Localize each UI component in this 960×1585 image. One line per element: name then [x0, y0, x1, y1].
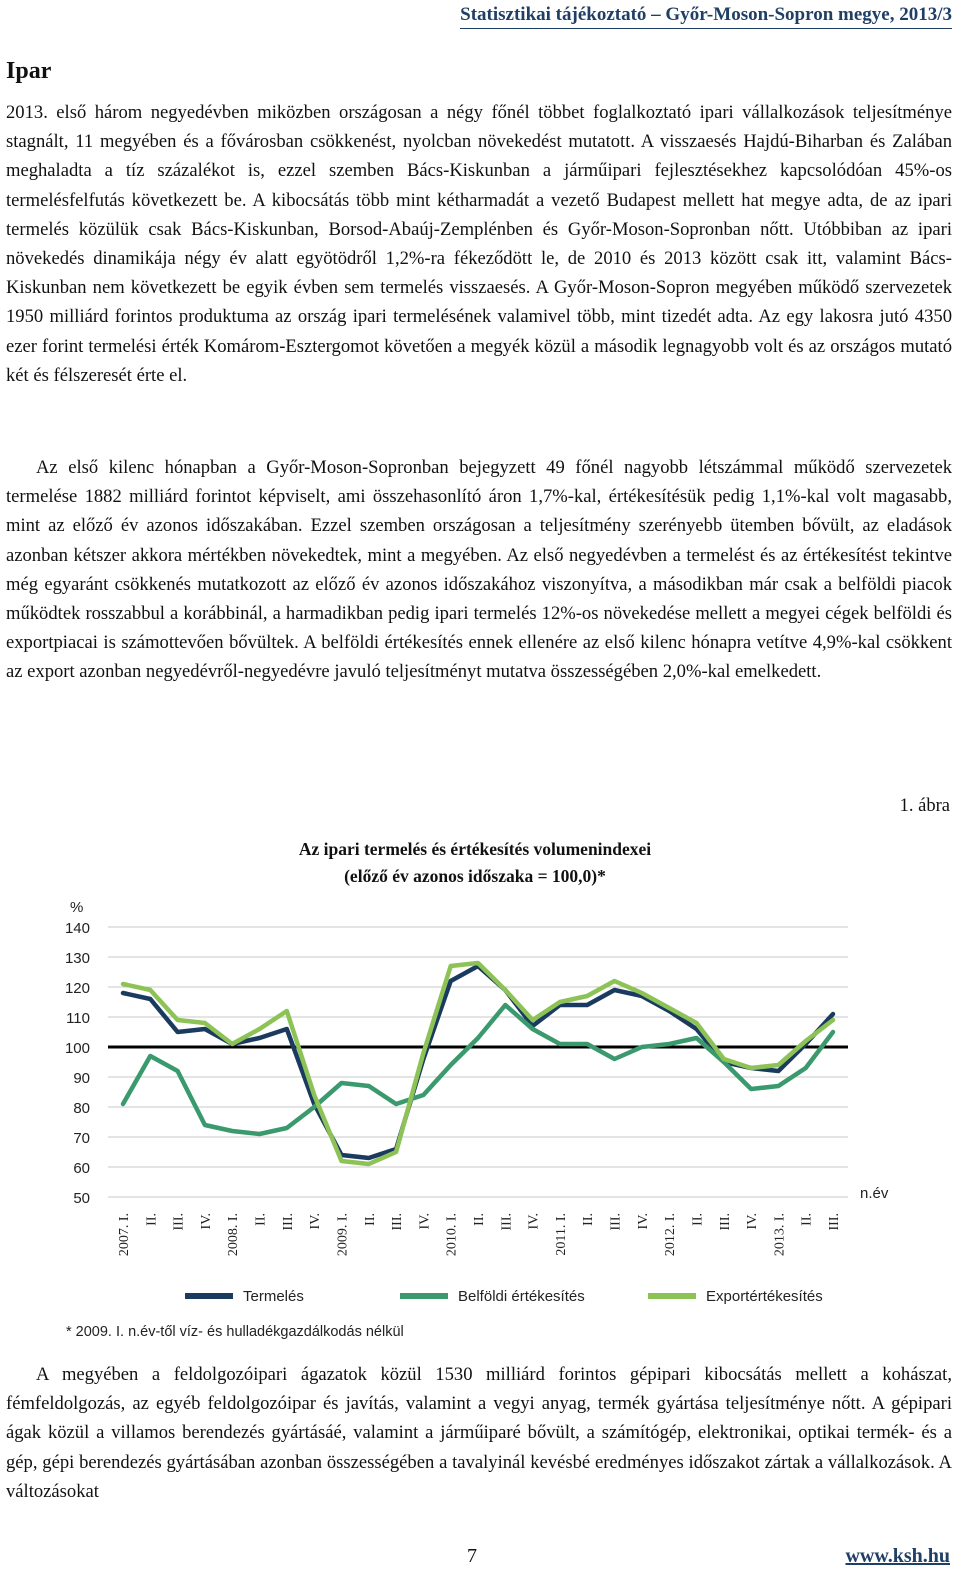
x-tick-label: IV.	[526, 1213, 542, 1230]
site-link[interactable]: www.ksh.hu	[845, 1545, 950, 1567]
x-tick-label: III.	[499, 1213, 515, 1231]
chart-footnote: * 2009. I. n.év-től víz- és hulladékgazdálkodás nélkül	[66, 1324, 404, 1340]
figure-label: 1. ábra	[899, 796, 950, 816]
series-line-2	[123, 963, 833, 1164]
x-tick-label: 2010. I.	[444, 1213, 460, 1257]
x-tick-label: III.	[171, 1213, 187, 1231]
y-axis-label: %	[70, 899, 84, 916]
y-tick-label: 110	[66, 1010, 90, 1027]
y-tick-label: 50	[73, 1190, 90, 1207]
x-tick-label: 2009. I.	[335, 1213, 351, 1257]
x-tick-label: 2011. I.	[553, 1213, 569, 1256]
x-tick-label: III.	[827, 1213, 842, 1231]
section-title: Ipar	[6, 58, 52, 84]
legend-label-1: Belföldi értékesítés	[458, 1288, 585, 1305]
x-tick-label: III.	[608, 1213, 624, 1231]
x-tick-label: IV.	[417, 1213, 433, 1230]
running-header: Statisztikai tájékoztató – Győr-Moson-Sopron megye, 2013/3	[460, 4, 952, 29]
x-tick-label: II.	[581, 1213, 597, 1226]
chart-title-line1: Az ipari termelés és értékesítés volumenindexei	[298, 839, 652, 859]
x-tick-label: 2013. I.	[772, 1213, 788, 1257]
x-tick-label: 2012. I.	[663, 1213, 679, 1257]
x-tick-label: IV.	[635, 1213, 651, 1230]
paragraph-2: Az első kilenc hónapban a Győr-Moson-Sopronban bejegyzett 49 főnél nagyobb létszámmal működő szervezetek termelése 1882 milliárd forintot képviselt, ami összehasonlító áron 1,7%-kal, értékesítésük pedig 1,1%-kal volt magasabb, mint az előző év azonos időszakában. Ezzel szemben országosan a teljesítmény szerényebb ütemben bővült, az eladások azonban kétszer akkora mértékben növekedtek, mint a megyében. Az első negyedévben a termelést és az értékesítést tekintve még egyaránt csökkenés mutatkozott az előző év azonos időszakához viszonyítva, a másodikban már csak a belföldi piacok működtek rosszabbul a korábbinál, a harmadikban pedig ipari termelés 12%-os növekedése mellett a megyei cégek belföldi és exportpiacai is számottevően bővültek. A belföldi értékesítés ennek ellenére az első kilenc hónapra vetítve 4,9%-kal csökkent az export azonban negyedévről-negyedévre javuló teljesítményt mutatva összességében 2,0%-kal emelkedett.	[6, 457, 952, 683]
x-tick-label: 2008. I.	[226, 1213, 242, 1257]
x-tick-label: II.	[690, 1213, 706, 1226]
y-tick-label: 90	[73, 1070, 90, 1087]
x-tick-label: 2007. I.	[117, 1213, 132, 1257]
series-line-1	[123, 1005, 833, 1134]
y-tick-label: 60	[73, 1160, 90, 1177]
x-tick-label: III.	[280, 1213, 296, 1231]
page-number: 7	[467, 1545, 477, 1567]
chart-title	[190, 836, 760, 890]
paragraph-1: 2013. első három negyedévben miközben országosan a négy főnél többet foglalkoztató ipari vállalkozások teljesítménye stagnált, 11 megyében és a fővárosban csökkenést, nyolcban növekedést mutatott. A visszaesés Hajdú-Biharban és Zalában meghaladta a tíz százalékot is, ezzel szemben Bács-Kiskunban a járműipari fejlesztésekhez kapcsolódóan 45%-os termelésfelfutás következett be. A kibocsátás több mint kétharmadát a vezető Budapest mellett hat megye adta, de az ipari termelés közülük csak Bács-Kiskunban, Borsod-Abaúj-Zemplénben és Győr-Moson-Sopronban nőtt. Utóbbiban az ipari növekedés dinamikája négy év alatt egyötödről 1,2%-ra fékeződött le, de 2010 és 2013 között csak itt, valamint Bács-Kiskunban nem következett be egyik évben sem termelés visszaesés. A Győr-Moson-Sopron megyében működő szervezetek 1950 milliárd forintos produktuma az ország ipari termelésének valamivel több, mint tizedét adta. Az egy lakosra jutó 4350 ezer forint termelési érték Komárom-Esztergomot követően a megyék közül a második legnagyobb volt és az országos mutató két és félszeresét érte el.	[6, 102, 952, 386]
x-tick-label: II.	[144, 1213, 160, 1226]
x-tick-label: III.	[717, 1213, 733, 1231]
x-tick-label: IV.	[308, 1213, 324, 1230]
series-line-0	[123, 966, 833, 1158]
legend-label-2: Exportértékesítés	[706, 1288, 823, 1305]
x-tick-label: II.	[472, 1213, 487, 1226]
y-tick-label: 80	[73, 1100, 90, 1117]
x-tick-label: IV.	[198, 1213, 214, 1230]
legend-label-0: Termelés	[243, 1288, 304, 1305]
x-tick-label: II.	[799, 1213, 815, 1226]
y-tick-label: 130	[64, 950, 90, 967]
chart-title-line2: (előző év azonos időszaka = 100,0)*	[344, 866, 606, 886]
x-tick-label: III.	[390, 1213, 406, 1231]
y-tick-label: 100	[64, 1040, 90, 1057]
paragraph-3: A megyében a feldolgozóipari ágazatok közül 1530 milliárd forintos gépipari kibocsátás mellett a kohászat, fémfeldolgozás, az egyéb feldolgozóipar és javítás, valamint a vegyi anyag, termék gyártása teljesítménye nőtt. A gépipari ágak közül a villamos berendezés gyártásáé, valamint a járműiparé bővült, a számítógép, elektronikai, optikai termék- és a gép, gépi berendezés gyártásában azonban összességében a tavalyinál kevésbé eredményes időszakot zártak a vállalkozások. A változásokat	[6, 1364, 952, 1502]
y-tick-label: 70	[73, 1130, 90, 1147]
x-tick-label: IV.	[745, 1213, 761, 1230]
x-tick-label: II.	[362, 1213, 378, 1226]
y-tick-label: 140	[64, 920, 90, 937]
x-tick-label: II.	[253, 1213, 269, 1226]
x-axis-label: n.év	[860, 1185, 889, 1202]
y-tick-label: 120	[64, 980, 90, 997]
